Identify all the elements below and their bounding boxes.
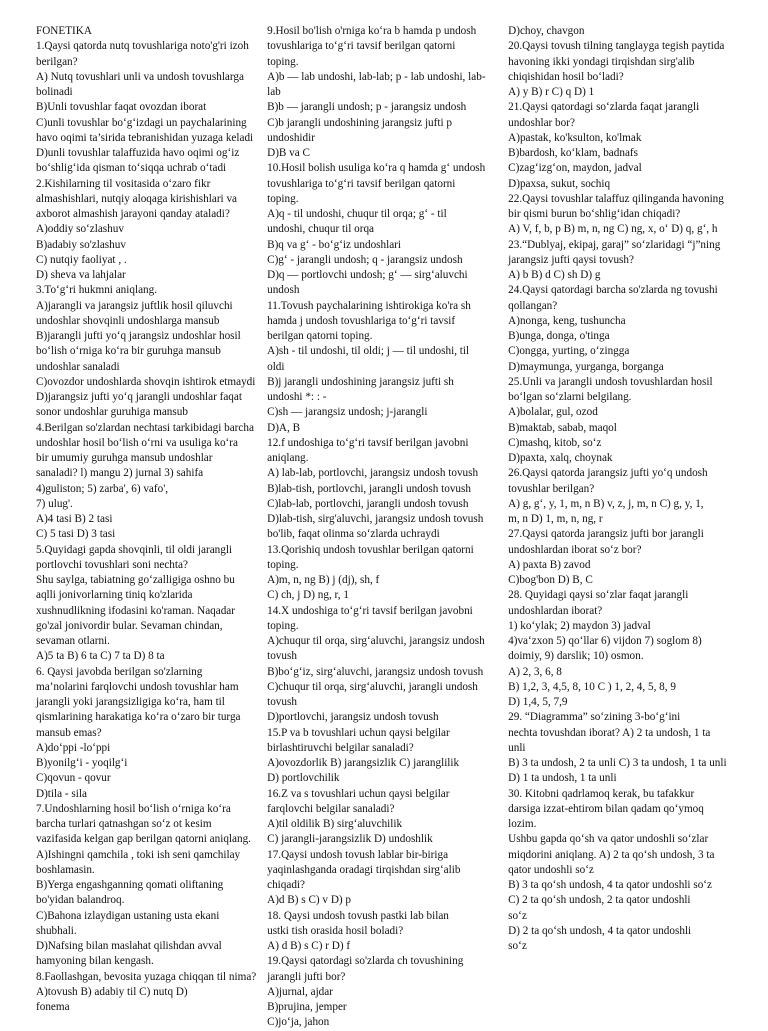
- text-line: undoshi *: : -: [267, 391, 327, 403]
- text-line: 24.Qaysi qatordagi barcha so'zlarda ng tovushi: [508, 284, 718, 297]
- text-line: undosh: [267, 284, 300, 297]
- text-line: B)prujina, jemper: [267, 1001, 347, 1013]
- text-line: A)d B) s C) v D) p: [267, 894, 352, 907]
- text-line: darsiga izzat-ehtirom bilan qadam qo‘ymoq: [508, 802, 704, 815]
- text-line: A)m, n, ng B) j (dj), sh, f: [267, 574, 380, 586]
- text-line: D) 1 ta undosh, 1 ta unli: [508, 772, 617, 785]
- text-line: D)unli tovushlar talaffuzida havo oqimi og‘iz: [36, 147, 240, 159]
- text-line: A) y B) r C) q D) 1: [508, 86, 595, 98]
- text-line: 10.Hosil bolish usuliga ko‘ra q hamda g‘ undosh: [267, 162, 486, 175]
- text-line: C)lab-lab, portlovchi, jarangli undosh tovush: [267, 497, 469, 510]
- text-line: tovush: [267, 650, 297, 663]
- text-line: A)5 ta B) 6 ta C) 7 ta D) 8 ta: [36, 650, 165, 663]
- text-line: FONETIKA: [36, 25, 92, 37]
- text-line: sevaman otlarni.: [36, 635, 110, 647]
- text-line: 6. Qaysi javobda berilgan so'zlarning: [36, 665, 203, 678]
- text-line: A)Ishingni qamchila , toki ish seni qamchilay: [36, 848, 241, 861]
- text-line: undoshlar hosil bo‘lish o‘rni va usuliga ko‘ra: [36, 436, 238, 449]
- text-line: 29. “Diagramma” so‘zining 3-bo‘g‘ini: [508, 711, 681, 724]
- text-line: C)sh — jarangsiz undosh; j-jarangli: [267, 406, 428, 419]
- text-line: Ushbu gapda qo‘sh va qator undoshli so‘zlar: [508, 833, 709, 846]
- text-line: bo‘lish o‘rniga ko‘ra bir guruhga mansub: [36, 345, 221, 358]
- text-line: 13.Qorishiq undosh tovushlar berilgan qatorni: [267, 543, 474, 556]
- text-line: B) 3 ta qo‘sh undosh, 4 ta qator undoshli so‘z: [508, 879, 712, 891]
- text-line: vazifasida kelgan gap berilgan qatorni aniqlang.: [36, 833, 251, 846]
- text-line: A) d B) s C) r D) f: [267, 940, 351, 952]
- text-line: berilgan qatorni toping.: [267, 330, 373, 342]
- text-line: D) sheva va lahjalar: [36, 269, 126, 281]
- text-line: aniqlang.: [267, 452, 309, 464]
- text-line: D)A, B: [267, 421, 301, 434]
- text-line: D)lab-tish, sirg'aluvchi, jarangsiz undosh tovush: [267, 513, 484, 525]
- text-line: 30. Kitobni qadrlamoq kerak, bu tafakkur: [508, 787, 695, 800]
- text-line: B)yonilg‘i - yoqilg‘i: [36, 757, 128, 769]
- text-line: C)jo‘ja, jahon: [267, 1016, 330, 1029]
- text-line: doimiy, 9) darslik; 10) osmon.: [508, 650, 644, 663]
- text-line: C) nutqiy faoliyat , .: [36, 253, 127, 266]
- text-line: chiqadi?: [267, 879, 306, 891]
- text-line: toping.: [267, 619, 299, 632]
- text-line: bolinadi: [36, 86, 73, 98]
- text-line: 15.P va b tovushlari uchun qaysi belgilar: [267, 726, 450, 739]
- text-line: B)j jarangli undoshining jarangsiz jufti sh: [267, 375, 454, 388]
- text-line: D)jarangsiz jufti yo‘q jarangli undoshlar faqat: [36, 391, 242, 403]
- text-line: 25.Unli va jarangli undosh tovushlardan hosil: [508, 375, 713, 388]
- text-line: B)adabiy so'zlashuv: [36, 238, 126, 251]
- text-line: 4)va‘zxon 5) qo‘llar 6) vijdon 7) soglom 8): [508, 635, 702, 647]
- text-line: undoshidir: [267, 131, 315, 144]
- text-line: A)ovozdorlik B) jarangsizlik C) jaranglilik: [267, 757, 460, 769]
- text-line: undoshlardan iborat so‘z bor?: [508, 543, 642, 556]
- text-line: A)b — lab undoshi, lab-lab; p - lab undoshi, lab-: [267, 70, 486, 83]
- text-line: A)til oldilik B) sirg‘aluvchilik: [267, 818, 403, 830]
- text-line: sanaladi? l) mangu 2) jurnal 3) sahifa: [36, 467, 204, 480]
- text-line: yaqinlashganda oradagi tirqishdan sirg‘alib: [267, 863, 461, 876]
- text-line: D)portlovchi, jarangsiz undosh tovush: [267, 711, 439, 724]
- text-line: 7) ulug'.: [36, 497, 73, 510]
- text-line: D)paxsa, sukut, sochiq: [508, 177, 611, 190]
- text-line: bir umumiy guruhga mansub undoshlar: [36, 452, 213, 464]
- text-line: 28. Quyidagi qaysi so‘zlar faqat jarangli: [508, 589, 689, 602]
- text-line: birlashtiruvchi belgilar sanaladi?: [267, 741, 414, 754]
- text-line: 7.Undoshlarning hosil bo‘lish o‘rniga ko‘ra: [36, 802, 231, 815]
- text-line: unli: [508, 741, 526, 754]
- text-line: B)unga, donga, o'tinga: [508, 330, 610, 342]
- text-line: C)g‘ - jarangli undosh; q - jarangsiz undosh: [267, 253, 463, 266]
- text-line: bo‘lgan so‘zlarni belgilang.: [508, 391, 632, 403]
- text-line: A)chuqur til orqa, sirg‘aluvchi, jarangsiz undosh: [267, 635, 485, 647]
- text-line: mansub emas?: [36, 726, 102, 739]
- text-line: bo'lib, faqat olinma so‘zlarda uchraydi: [267, 528, 440, 541]
- text-line: 2.Kishilarning til vositasida o‘zaro fikr: [36, 177, 211, 190]
- text-line: C) 5 tasi D) 3 tasi: [36, 528, 116, 541]
- text-line: undoshi, chuqur til orqa: [267, 223, 374, 236]
- text-line: 17.Qaysi undosh tovush lablar bir-biriga: [267, 848, 449, 861]
- text-line: bir qismi burun bo‘shlig‘idan chiqadi?: [508, 208, 681, 220]
- text-line: B)jarangli jufti yo‘q jarangsiz undoshlar hosil: [36, 330, 241, 342]
- text-line: D)B va C: [267, 147, 310, 159]
- text-line: 23.“Dublyaj, ekipaj, garaj” so‘zlaridagi “j”ning: [508, 238, 721, 251]
- text-line: C)ovozdor undoshlarda shovqin ishtirok etmaydi: [36, 375, 256, 388]
- text-line: D)paxta, xalq, choynak: [508, 452, 613, 464]
- text-line: 1) ko‘ylak; 2) maydon 3) jadval: [508, 619, 651, 632]
- text-line: C)unli tovushlar bo‘g‘izdagi un paychalarining: [36, 116, 247, 129]
- text-line: A)jurnal, ajdar: [267, 985, 333, 998]
- text-line: 4.Berilgan so'zlardan nechtasi tarkibidagi barcha: [36, 421, 254, 434]
- text-line: D)maymunga, yurganga, borganga: [508, 360, 664, 373]
- text-line: B)lab-tish, portlovchi, jarangli undosh tovush: [267, 482, 471, 495]
- text-line: A) b B) d C) sh D) g: [508, 269, 601, 281]
- text-line: 12.f undoshiga to‘g‘ri tavsif berilgan javobni: [267, 436, 469, 449]
- text-line: D) 1,4, 5, 7,9: [508, 696, 568, 708]
- text-line: A)oddiy so‘zlashuv: [36, 223, 124, 236]
- text-line: miqdorini aniqlang. A) 2 ta qo‘sh undosh, 3 ta: [508, 848, 715, 861]
- text-line: 26.Qaysi qatorda jarangsiz jufti yo‘q undosh: [508, 467, 708, 480]
- text-line: undoshlar shovqinli undoshlarga mansub: [36, 314, 220, 327]
- text-line: 16.Z va s tovushlari uchun qaysi belgilar: [267, 787, 450, 800]
- text-line: qator undoshli so‘z: [508, 863, 594, 876]
- text-line: A)tovush B) adabiy til C) nutq D): [36, 985, 188, 998]
- text-line: sonor undoshlar guruhiga mansub: [36, 406, 188, 419]
- text-line: m, n D) 1, m, n, ng, r: [508, 513, 603, 525]
- text-line: B) 3 ta undosh, 2 ta unli C) 3 ta undosh, 1 ta unli: [508, 757, 727, 769]
- text-line: D)choy, chavgon: [508, 25, 585, 37]
- text-line: D)q — portlovchi undosh; g‘ — sirg‘aluvchi: [267, 269, 468, 281]
- text-line: 3.To‘g‘ri hukmni aniqlang.: [36, 284, 158, 297]
- text-line: D)tila - sila: [36, 787, 87, 800]
- text-line: portlovchi tovushlari soni nechta?: [36, 558, 188, 571]
- text-line: chiqishidan hosil bo‘ladi?: [508, 70, 624, 83]
- text-line: 8.Faollashgan, bevosita yuzaga chiqqan til nima?: [36, 970, 257, 983]
- text-line: C)ongga, yurting, o‘zingga: [508, 345, 630, 358]
- text-line: boshlamasin.: [36, 863, 95, 876]
- text-line: A) V, f, b, p B) m, n, ng C) ng, x, o‘ D) q, g‘, h: [508, 223, 718, 236]
- text-line: bo‘shlig‘ida qisman to‘siqqa uchrab o‘tadi: [36, 162, 227, 175]
- text-line: C)mashq, kitob, so‘z: [508, 436, 602, 449]
- text-line: fonema: [36, 1001, 70, 1013]
- text-line: 1.Qaysi qatorda nutq tovushlariga noto'g'ri izoh: [36, 40, 249, 53]
- text-line: B)bo‘g‘iz, sirg‘aluvchi, jarangsiz undosh tovush: [267, 665, 484, 678]
- text-line: toping.: [267, 55, 299, 68]
- text-line: toping.: [267, 192, 299, 205]
- text-line: aqlli jonivorlarning tiniq ko'zlarida: [36, 589, 193, 602]
- text-line: undoshlar sanaladi: [36, 360, 120, 373]
- text-line: A)sh - til undoshi, til oldi; j — til undoshi, til: [267, 345, 470, 358]
- text-line: C)qovun - qovur: [36, 772, 111, 785]
- text-line: 21.Qaysi qatordagi so‘zlarda faqat jarangli: [508, 101, 700, 114]
- text-line: A) lab-lab, portlovchi, jarangsiz undosh tovush: [267, 467, 479, 480]
- text-line: A) paxta B) zavod: [508, 558, 591, 571]
- text-line: C)chuqur til orqa, sirg‘aluvchi, jarangli undosh: [267, 680, 478, 693]
- text-line: B)b — jarangli undosh; p - jarangsiz undosh: [267, 101, 467, 114]
- text-line: C) jarangli-jarangsizlik D) undoshlik: [267, 833, 433, 846]
- text-line: barcha turlari qatnashgan so‘z ot kesim: [36, 818, 212, 830]
- text-line: so‘z: [508, 940, 527, 952]
- text-line: lozim.: [508, 818, 537, 830]
- text-line: 5.Quyidagi gapda shovqinli, til oldi jarangli: [36, 543, 233, 556]
- text-line: axborot almashish jarayoni qanday ataladi?: [36, 208, 230, 220]
- text-line: tovushlariga to‘g‘ri tavsif berilgan qatorni: [267, 40, 456, 53]
- text-line: 18. Qaysi undosh tovush pastki lab bilan: [267, 909, 449, 922]
- text-line: 14.X undoshiga to‘g‘ri tavsif berilgan javobni: [267, 604, 473, 617]
- text-line: tovush: [267, 696, 297, 708]
- text-line: B)Unli tovushlar faqat ovozdan iborat: [36, 101, 207, 114]
- text-line: A)do‘ppi -lo‘ppi: [36, 741, 111, 754]
- text-line: D) portlovchilik: [267, 772, 340, 785]
- text-line: 20.Qaysi tovush tilning tanglayga tegish paytida: [508, 40, 725, 53]
- text-line: A)nonga, keng, tushuncha: [508, 314, 626, 327]
- text-line: qismlarining harakatiga ko‘ra o‘zaro bir turga: [36, 711, 241, 724]
- text-line: oldi: [267, 360, 285, 373]
- text-line: C)b jarangli undoshining jarangsiz jufti p: [267, 116, 452, 129]
- text-line: nechta tovushdan iborat? A) 2 ta undosh, 1 ta: [508, 726, 711, 739]
- column-right: [508, 24, 758, 1014]
- text-line: qollangan?: [508, 299, 558, 312]
- text-line: A)jarangli va jarangsiz juftlik hosil qiluvchi: [36, 299, 233, 312]
- text-line: berilgan?: [36, 55, 78, 68]
- text-line: ma’nolarini farqlovchi undosh tovushlar ham: [36, 680, 239, 693]
- text-line: C)zag‘izg‘on, maydon, jadval: [508, 162, 642, 175]
- text-line: 4)guliston; 5) zarba', 6) vafo',: [36, 482, 169, 495]
- text-line: havo oqimi ta’sirida tebranishidan yuzaga keladi: [36, 131, 254, 144]
- text-line: B)maktab, sabab, maqol: [508, 421, 617, 434]
- text-line: D) 2 ta qo‘sh undosh, 4 ta qator undoshli: [508, 924, 692, 937]
- text-line: B)bardosh, ko‘klam, badnafs: [508, 147, 639, 159]
- text-line: almashishlari, nutqiy aloqaga kirishishlari va: [36, 192, 238, 205]
- text-line: tovushlar berilgan?: [508, 482, 595, 495]
- text-line: A)bolalar, gul, ozod: [508, 406, 598, 419]
- column-left: [36, 24, 257, 1014]
- text-line: B)Yerga engashganning qomati oliftaning: [36, 879, 224, 891]
- text-line: A)pastak, ko'ksulton, ko'lmak: [508, 131, 642, 144]
- text-line: A) g, g‘, y, 1, m, n B) v, z, j, m, n C) g, y, 1,: [508, 497, 704, 510]
- text-line: 19.Qaysi qatordagi so'zlarda ch tovushining: [267, 955, 464, 968]
- text-line: jarangsiz jufti qaysi tovush?: [508, 253, 634, 266]
- text-line: so‘z: [508, 909, 527, 922]
- text-line: C) 2 ta qo‘sh undosh, 2 ta qator undoshli: [508, 894, 691, 907]
- text-line: C)bog'bon D) B, C: [508, 574, 593, 586]
- text-line: A)4 tasi B) 2 tasi: [36, 513, 113, 525]
- text-line: go'zal jonivordir bular. Sevaman chindan,: [36, 619, 223, 632]
- text-line: A) 2, 3, 6, 8: [508, 665, 562, 678]
- text-line: bo'yidan balandroq.: [36, 894, 125, 907]
- text-line: 11.Tovush paychalarining ishtirokiga ko'ra sh: [267, 299, 471, 312]
- text-line: shubhali.: [36, 924, 77, 937]
- text-line: C) ch, j D) ng, r, 1: [267, 589, 349, 602]
- text-line: 27.Qaysi qatorda jarangsiz jufti bor jarangli: [508, 528, 704, 541]
- text-line: jarangli yoki jarangsizligiga ko‘ra, ham til: [36, 696, 225, 708]
- text-line: D)Nafsing bilan maslahat qilishdan avval: [36, 940, 222, 952]
- text-line: xushnudlikning ifodasini ko'raman. Naqadar: [36, 604, 235, 617]
- text-line: undoshlar bor?: [508, 116, 575, 129]
- text-line: C)Bahona izlaydigan ustaning usta ekani: [36, 909, 220, 922]
- text-line: havoning ikki yondagi tirqishdan sirg'alib: [508, 55, 695, 68]
- column-middle: [267, 24, 498, 1029]
- text-line: tovushlariga to‘g‘ri tavsif berilgan qatorni: [267, 177, 456, 190]
- text-line: B)q va g‘ - bo‘g‘iz undoshlari: [267, 238, 402, 251]
- text-line: undoshlardan iborat?: [508, 604, 603, 617]
- text-line: A) Nutq tovushlari unli va undosh tovushlarga: [36, 70, 244, 83]
- text-line: jarangli jufti bor?: [267, 970, 346, 983]
- text-line: ustki tish orasida hosil boladi?: [267, 924, 404, 937]
- text-line: 22.Qaysi tovushlar talaffuz qilinganda havoning: [508, 192, 724, 205]
- text-line: toping.: [267, 558, 299, 571]
- text-line: hamda j undosh tovushlariga to‘g‘ri tavsif: [267, 314, 456, 327]
- text-line: 9.Hosil bo'lish o'rniga ko‘ra b hamda p undosh: [267, 25, 477, 37]
- text-line: A)q - til undoshi, chuqur til orqa; g‘ - til: [267, 208, 447, 220]
- text-line: lab: [267, 86, 281, 98]
- text-line: farqlovchi belgilar sanaladi?: [267, 802, 395, 815]
- text-line: B) 1,2, 3, 4,5, 8, 10 C ) 1, 2, 4, 5, 8, 9: [508, 680, 676, 693]
- text-line: Shu saylga, tabiatning go‘zalligiga oshno bu: [36, 574, 235, 586]
- text-line: hamyoning bilan kengash.: [36, 955, 154, 968]
